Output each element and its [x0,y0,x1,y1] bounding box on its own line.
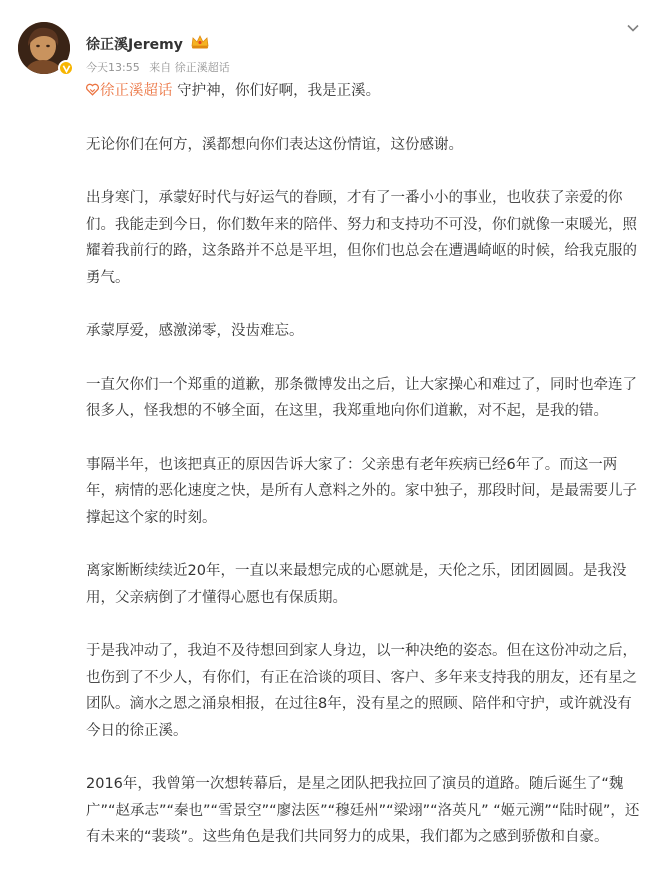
super-topic-link[interactable] [86,83,173,99]
paragraph: 于是我冲动了，我迫不及待想回到家人身边，以一种决绝的姿态。但在这份冲动之后，也伤到了不少人，有你们，有正在洽谈的项目、客户、多年来支持我的朋友，还有星之团队。滴水之恩之涌泉相报，在过往8年，没有星之的照顾、陪伴和守护，或许就没有今日的徐正溪。 [86,643,637,739]
crown-icon[interactable] [190,34,210,50]
paragraph: 承蒙厚爱，感激涕零，没齿难忘。 [86,323,304,339]
post-meta [86,59,236,75]
chevron-down-icon[interactable] [625,20,641,36]
post-source[interactable]: 来自 徐正溪超话 [149,61,230,74]
paragraph: 离家断断续续近20年，一直以来最想完成的心愿就是，天伦之乐，团团圆圆。是我没用，父亲病倒了才懂得心愿也有保质期。 [86,563,627,606]
post-content [86,78,642,878]
super-topic-label[interactable]: 徐正溪超话 [100,83,173,99]
paragraph: 2016年，我曾第一次想转幕后，是星之团队把我拉回了演员的道路。随后诞生了“魏广”“赵承志”“秦也”“雪景空”“廖法医”“穆廷州”“梁翊”“洛英凡” “姬元溯”“陆时砚”，还有未来的“裴琰”。这些角色是我们共同努力的成果，我们都为之感到骄傲和自豪。 [86,776,640,845]
paragraph: 事隔半年，也该把真正的原因告诉大家了：父亲患有老年疾病已经6年了。而这一两年，病情的恶化速度之快，是所有人意料之外的。家中独子，那段时间，是最需要儿子撑起这个家的时刻。 [86,456,637,526]
paragraph: 出身寒门，承蒙好时代与好运气的眷顾，才有了一番小小的事业，也收获了亲爱的你们。我能走到今日，你们数年来的陪伴、努力和支持功不可没，你们就像一束暖光，照耀着我前行的路，这条路并不总是平坦，但你们也总会在遭遇崎岖的时候，给我克服的勇气。 [86,190,637,286]
paragraph [86,78,642,105]
username[interactable]: 徐正溪Jeremy [86,37,183,53]
paragraph: 一直欠你们一个郑重的道歉，那条微博发出之后，让大家操心和难过了，同时也牵连了很多人，怪我想的不够全面，在这里，我郑重地向你们道歉，对不起，是我的错。 [86,376,637,419]
verified-badge-icon [58,60,74,76]
super-topic-icon [86,83,99,96]
post-time[interactable]: 今天13:55 [86,61,140,74]
paragraph-text: 守护神，你们好啊，我是正溪。 [177,83,381,99]
paragraph: 无论你们在何方，溪都想向你们表达这份情谊，这份感谢。 [86,136,463,153]
